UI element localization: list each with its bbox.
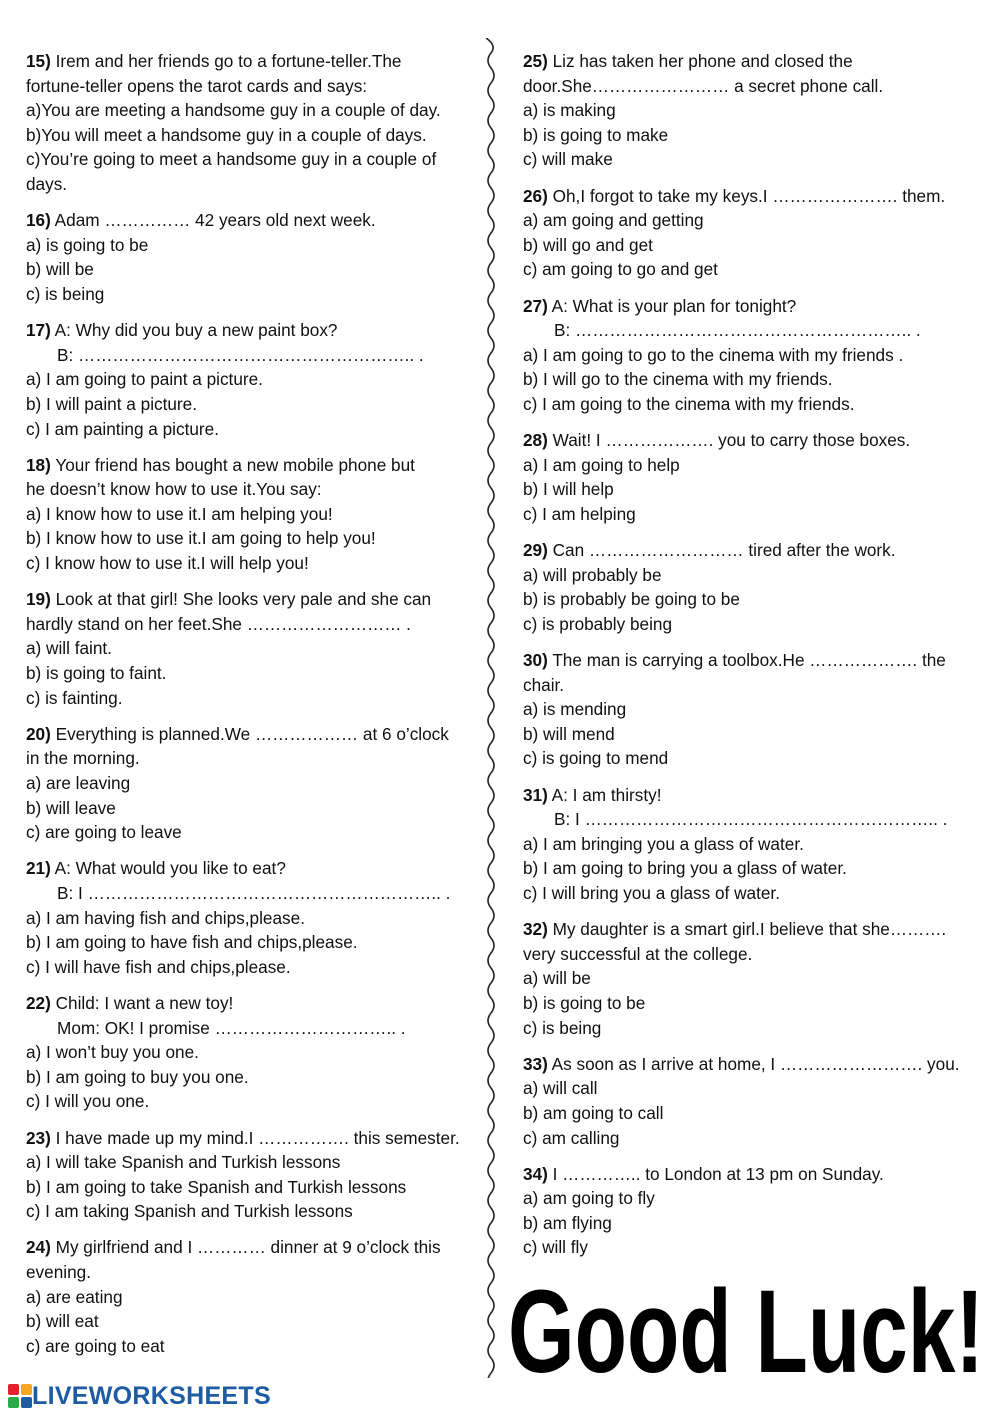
answer-option: a) will probably be (523, 564, 662, 585)
answer-option: b) I am going to have fish and chips,please. (26, 932, 358, 953)
answer-option: a) am going to fly (523, 1188, 655, 1209)
question-18 (26, 453, 476, 576)
answer-option: a) are leaving (26, 773, 131, 793)
question-23 (26, 1126, 476, 1224)
question-31 (523, 783, 983, 906)
question-text: Everything is planned.We ……………… at 6 o’clock (55, 723, 449, 744)
answer-option: c) I am taking Spanish and Turkish lessons (26, 1201, 353, 1222)
answer-option: b) am flying (523, 1212, 612, 1233)
question-28 (523, 428, 983, 526)
reply-blank: B: ………………………………………………….. . (57, 344, 424, 365)
wavy-divider (478, 38, 504, 1378)
answer-option: c) I am painting a picture. (26, 418, 219, 439)
answer-option: b) will eat (26, 1311, 99, 1332)
question-29 (523, 538, 983, 636)
liveworksheets-wordmark: LIVEWORKSHEETS (32, 1381, 271, 1410)
question-stem (26, 587, 476, 612)
question-number: 19) (26, 589, 51, 610)
question-text: Irem and her friends go to a fortune-teller.The (55, 51, 402, 71)
question-number: 31) (523, 784, 548, 805)
question-stem (523, 428, 983, 453)
question-stem (523, 184, 983, 209)
question-number: 33) (523, 1053, 548, 1074)
answer-option: c) is being (523, 1017, 602, 1038)
answer-option: b) is going to make (523, 124, 669, 145)
answer-option: c) will fly (523, 1237, 588, 1258)
question-text: fortune-teller opens the tarot cards and says: (26, 75, 368, 96)
question-stem (26, 208, 476, 233)
question-number: 23) (26, 1127, 51, 1148)
answer-option: b) am going to call (523, 1102, 664, 1123)
question-number: 15) (26, 51, 51, 71)
question-text: Child: I want a new toy! (55, 992, 234, 1013)
answer-option: b) I am going to buy you one. (26, 1066, 249, 1087)
answer-option: a) am going and getting (523, 210, 704, 231)
answer-option: a) I am bringing you a glass of water. (523, 833, 804, 854)
question-20 (26, 722, 476, 845)
answer-option: a) is going to be (26, 234, 149, 255)
reply-blank: B: ………………………………………………….. . (554, 320, 921, 341)
answer-option: a) I won’t buy you one. (26, 1042, 199, 1063)
question-text: My daughter is a smart girl.I believe that she………. (552, 919, 947, 940)
question-16 (26, 208, 476, 306)
question-text: in the morning. (26, 748, 140, 769)
question-stem (26, 1126, 476, 1151)
question-number: 32) (523, 919, 548, 940)
question-stem (26, 722, 476, 747)
question-33 (523, 1052, 983, 1150)
question-text: As soon as I arrive at home, I ……………………. you. (551, 1053, 960, 1074)
answer-option: c) I know how to use it.I will help you! (26, 553, 309, 574)
answer-option: b) I am going to bring you a glass of water. (523, 858, 847, 879)
answer-option: a) I am having fish and chips,please. (26, 907, 305, 928)
question-number: 28) (523, 430, 548, 451)
question-stem-continued (523, 74, 983, 99)
right-question-column (523, 49, 983, 1272)
answer-option: c) is going to mend (523, 748, 669, 769)
question-24 (26, 1235, 476, 1358)
question-17 (26, 318, 476, 441)
answer-option: b) I will help (523, 479, 614, 500)
answer-option: a) will call (523, 1078, 598, 1099)
question-text: Your friend has bought a new mobile phone but (55, 454, 415, 475)
question-text: door.She…………………… a secret phone call. (523, 75, 884, 96)
question-stem (26, 49, 476, 74)
wavy-divider-path (486, 38, 494, 1378)
question-27 (523, 294, 983, 417)
answer-option: b) is going to faint. (26, 663, 167, 684)
question-text: Adam …………… 42 years old next week. (54, 210, 376, 231)
question-text: Oh,I forgot to take my keys.I …………………. them. (552, 185, 946, 206)
question-text: Liz has taken her phone and closed the (552, 51, 853, 71)
question-19 (26, 587, 476, 710)
answer-option: c) am calling (523, 1127, 620, 1148)
answer-option: c)You’re going to meet a handsome guy in a couple of (26, 149, 437, 170)
question-stem (523, 294, 983, 319)
question-25 (523, 49, 983, 172)
question-26 (523, 184, 983, 282)
question-stem (26, 856, 476, 881)
question-number: 22) (26, 992, 51, 1013)
answer-option: c) I am helping (523, 503, 636, 524)
answer-option: a) I am going to go to the cinema with my friends . (523, 344, 904, 365)
answer-option: c) I will have fish and chips,please. (26, 956, 291, 977)
good-luck-text: Good Luck! (508, 1272, 984, 1382)
question-34 (523, 1162, 983, 1260)
question-number: 16) (26, 210, 51, 231)
answer-option: c) are going to leave (26, 822, 182, 843)
question-stem-continued (26, 746, 476, 771)
reply-blank: B: I …………………………………………………….. . (57, 882, 451, 903)
question-number: 17) (26, 320, 51, 341)
question-stem-continued (26, 612, 476, 637)
question-text: Look at that girl! She looks very pale and she can (55, 589, 432, 610)
question-number: 25) (523, 51, 548, 71)
answer-option: c) is being (26, 283, 105, 304)
question-text: Wait! I ………………. you to carry those boxes. (552, 430, 911, 451)
question-text: he doesn’t know how to use it.You say: (26, 479, 322, 500)
reply-blank: Mom: OK! I promise ………………………….. . (57, 1017, 406, 1038)
answer-option: c) are going to eat (26, 1335, 165, 1356)
answer-option: days. (26, 173, 68, 194)
answer-option: b) I am going to take Spanish and Turkish lessons (26, 1176, 407, 1197)
answer-option: a) will be (523, 968, 591, 989)
answer-option: c) is probably being (523, 613, 673, 634)
answer-option: b)You will meet a handsome guy in a couple of days. (26, 124, 427, 145)
question-stem-continued (26, 74, 476, 99)
question-text: A: What would you like to eat? (54, 858, 286, 879)
answer-option: c) I will you one. (26, 1091, 150, 1112)
answer-option: b) will go and get (523, 234, 653, 255)
question-stem (523, 783, 983, 808)
question-stem (523, 1162, 983, 1187)
answer-option: c) am going to go and get (523, 259, 718, 280)
answer-option: b) will mend (523, 723, 615, 744)
answer-option: b) I will paint a picture. (26, 393, 197, 414)
liveworksheets-logo-icon (8, 1384, 32, 1408)
question-text: A: What is your plan for tonight? (551, 295, 797, 316)
answer-option: a) is mending (523, 699, 627, 720)
question-text: I ………….. to London at 13 pm on Sunday. (552, 1163, 884, 1184)
question-number: 34) (523, 1163, 548, 1184)
question-number: 20) (26, 723, 51, 744)
question-text: very successful at the college. (523, 943, 753, 964)
question-number: 21) (26, 858, 51, 879)
answer-option: a) are eating (26, 1286, 123, 1307)
question-number: 18) (26, 454, 51, 475)
liveworksheets-brand (8, 1381, 271, 1411)
answer-option: c) will make (523, 149, 613, 170)
question-text: I have made up my mind.I ……………. this semester. (55, 1127, 460, 1148)
question-stem (26, 453, 476, 478)
answer-option: c) is fainting. (26, 687, 123, 708)
question-text: A: I am thirsty! (551, 784, 662, 805)
question-30 (523, 648, 983, 771)
answer-option: b) I will go to the cinema with my friends. (523, 369, 833, 390)
question-stem (26, 1235, 476, 1260)
answer-option: a) I know how to use it.I am helping you! (26, 503, 333, 524)
question-stem (523, 1052, 983, 1077)
answer-option: a) I am going to help (523, 454, 680, 475)
question-stem (26, 991, 476, 1016)
question-stem-continued (523, 673, 983, 698)
question-stem (523, 49, 983, 74)
question-stem (523, 917, 983, 942)
good-luck-heading (508, 1272, 988, 1382)
question-15 (26, 49, 476, 197)
question-stem-continued (26, 477, 476, 502)
question-text: chair. (523, 674, 565, 695)
answer-option: c) I am going to the cinema with my friends. (523, 393, 855, 414)
question-32 (523, 917, 983, 1040)
reply-blank: B: I …………………………………………………….. . (554, 809, 948, 830)
answer-option: c) I will bring you a glass of water. (523, 882, 780, 903)
question-text: evening. (26, 1262, 91, 1283)
question-stem (523, 648, 983, 673)
answer-option: a) I will take Spanish and Turkish lessons (26, 1152, 341, 1173)
question-21 (26, 856, 476, 979)
question-text: Can ……………………… tired after the work. (552, 540, 896, 561)
answer-option: b) is going to be (523, 992, 646, 1013)
question-22 (26, 991, 476, 1114)
question-number: 24) (26, 1237, 51, 1258)
answer-option: a) is making (523, 100, 616, 121)
question-stem (523, 538, 983, 563)
answer-option: b) will be (26, 259, 94, 280)
question-stem (26, 318, 476, 343)
question-text: The man is carrying a toolbox.He ………………. the (552, 650, 946, 671)
question-number: 30) (523, 650, 548, 671)
answer-option: b) will leave (26, 797, 116, 818)
question-number: 27) (523, 295, 548, 316)
question-stem-continued (523, 942, 983, 967)
answer-option: b) I know how to use it.I am going to help you! (26, 528, 376, 549)
answer-option: a)You are meeting a handsome guy in a couple of day. (26, 100, 441, 121)
question-stem-continued (26, 1260, 476, 1285)
question-number: 26) (523, 185, 548, 206)
question-text: My girlfriend and I ………… dinner at 9 o’clock this (55, 1237, 441, 1258)
answer-option: b) is probably be going to be (523, 589, 740, 610)
question-number: 29) (523, 540, 548, 561)
question-text: A: Why did you buy a new paint box? (54, 320, 338, 341)
left-question-column (26, 49, 476, 1370)
answer-option: a) will faint. (26, 638, 112, 659)
question-text: hardly stand on her feet.She ……………………… . (26, 613, 411, 634)
answer-option: a) I am going to paint a picture. (26, 369, 263, 390)
